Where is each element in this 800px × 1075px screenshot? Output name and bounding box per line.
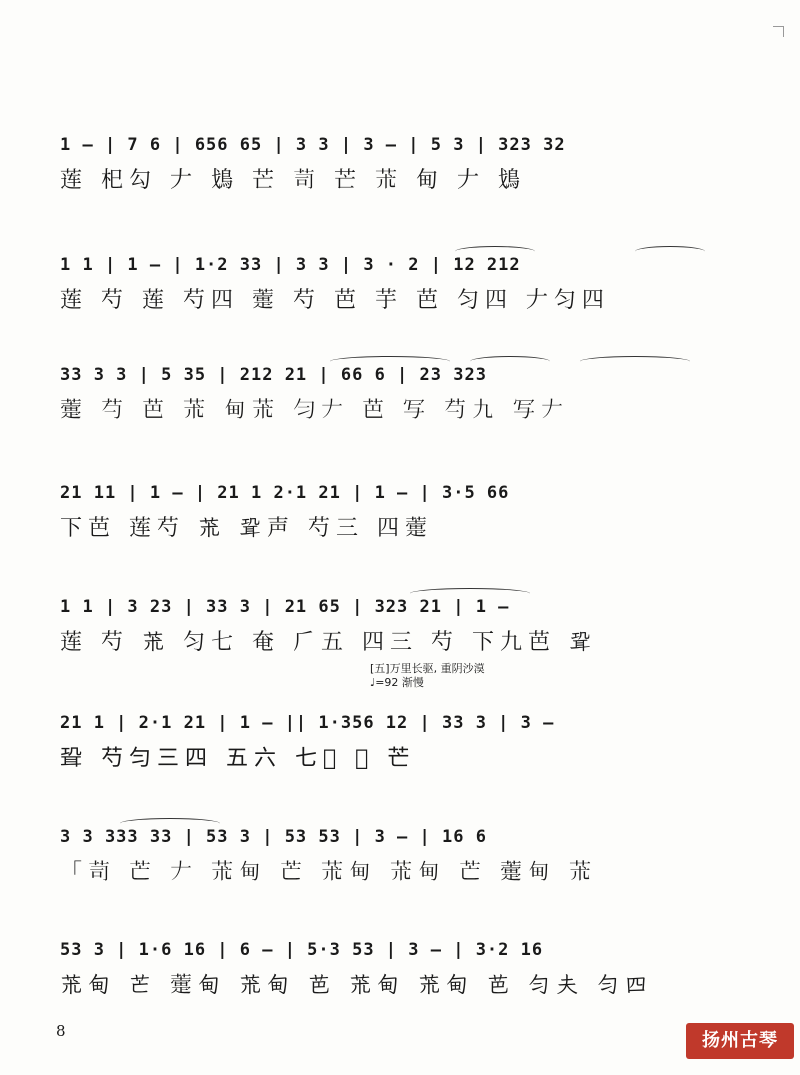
jianpu-line: 33 3 3 | 5 35 | 212 21 | 66 6 | 23 323 <box>60 365 487 385</box>
section-annotation <box>370 662 485 690</box>
jianpu-line: 21 11 | 1 — | 21 1 2·1 21 | 1 — | 3·5 66 <box>60 483 510 503</box>
jianpu-line: 3 3 333 33 | 53 3 | 53 53 | 3 — | 16 6 <box>60 827 487 847</box>
page-number: 8 <box>56 1022 66 1040</box>
watermark-logo: 扬州古琴 <box>686 1023 794 1059</box>
tablature-line: 𦕓 芍匀三四 五六 七𡗶 𦭡 芒 <box>60 746 416 771</box>
tablature-line: 莲 芍 𦬸 匀七 奄 𠂆五 四三 芍 下九芭 𦕓 <box>60 630 597 655</box>
tempo-marking: ♩=92 渐慢 <box>370 676 424 689</box>
jianpu-line: 1 — | 7 6 | 656 65 | 3 3 | 3 — | 5 3 | 323 32 <box>60 135 566 155</box>
corner-mark <box>773 26 784 37</box>
jianpu-line: 21 1 | 2·1 21 | 1 — || 1·356 12 | 33 3 | 3 — <box>60 713 555 733</box>
jianpu-line: 1 1 | 1 — | 1·2 33 | 3 3 | 3 · 2 | 12 212 <box>60 255 521 275</box>
jianpu-line: 53 3 | 1·6 16 | 6 — | 5·3 53 | 3 — | 3·2 16 <box>60 940 544 960</box>
section-title: [五]万里长驱, 重阴沙漠 <box>370 662 485 675</box>
tablature-line: 莲 芍 莲 芍四 𧁏 芍 芭 芋 芭 匀四 𠂇匀四 <box>60 288 610 313</box>
tablature-line: 下芭 莲芍 𦬸 𦕓声 芍三 四𧁏 <box>60 516 433 541</box>
tablature-line: 𦬸甸 芒 𧁏甸 𦬸甸 芭 𦬸甸 𦬸甸 芭 匀夫 匀四 <box>60 973 653 998</box>
tablature-line: 𧁏 芍 芭 𦬸 甸𦬸 匀𠂇 芭 写 芍九 写𠂇 <box>60 398 569 423</box>
tablature-line: 莲 𣏌勾 𠂇 𩾷 芒 𦭡 芒 𦬸 甸 𠂇 𩾷 <box>60 168 526 193</box>
jianpu-line: 1 1 | 3 23 | 33 3 | 21 65 | 323 21 | 1 — <box>60 597 510 617</box>
tablature-line: 「𦭡 芒 𠂇 𦬸甸 芒 𦬸甸 𦬸甸 芒 𧁏甸 𦬸 <box>60 860 597 885</box>
